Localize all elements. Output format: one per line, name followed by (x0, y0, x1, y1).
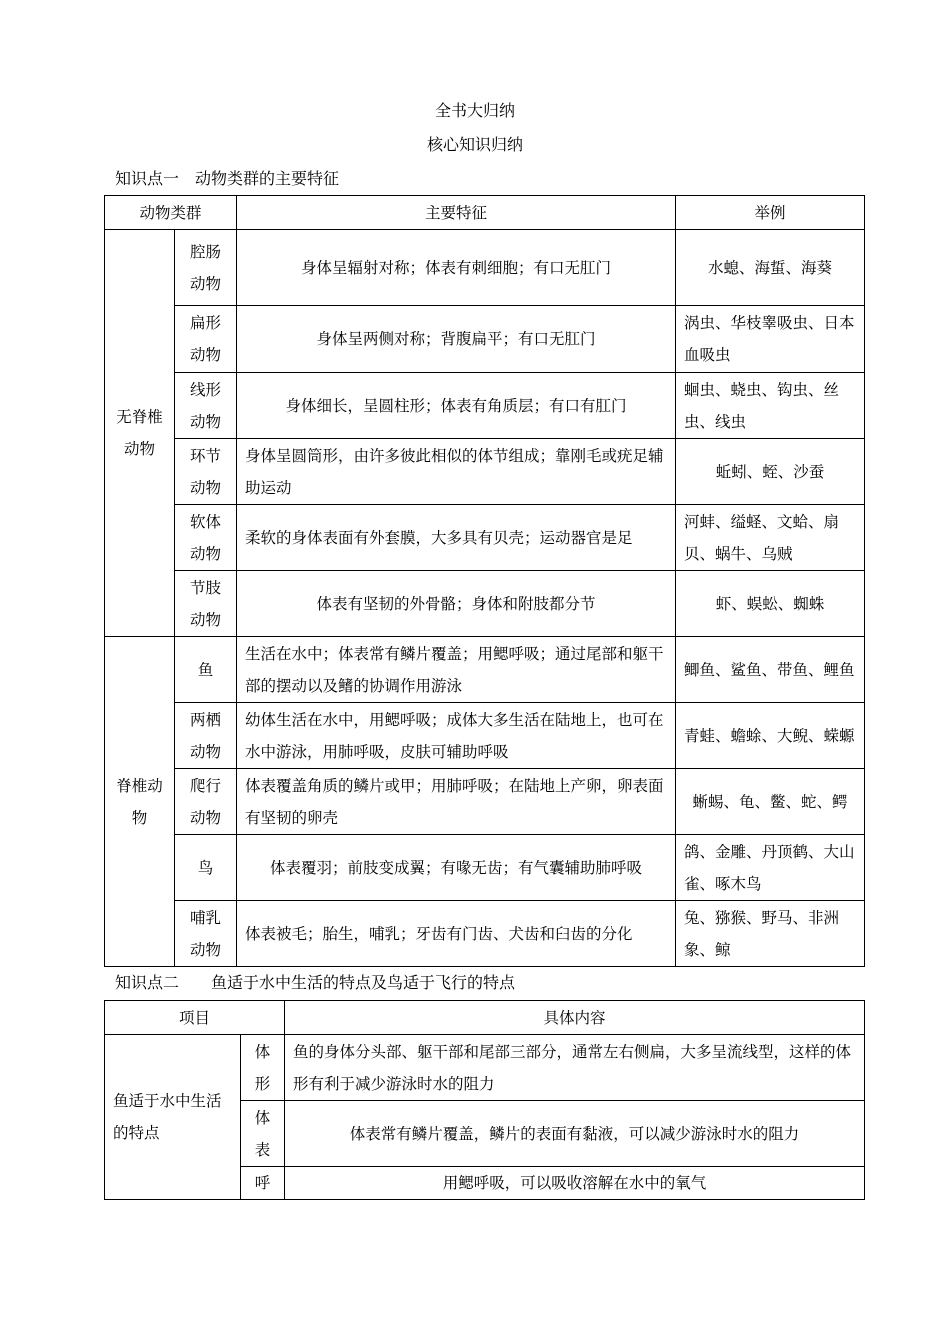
group-example: 蜥蜴、龟、鳖、蛇、鳄 (676, 769, 865, 835)
group-feature: 柔软的身体表面有外套膜，大多具有贝壳；运动器官是足 (237, 505, 676, 571)
group-feature: 体表被毛；胎生，哺乳；牙齿有门齿、犬齿和臼齿的分化 (237, 901, 676, 967)
page-title: 全书大归纳 (434, 101, 515, 120)
group-name: 节肢动物 (175, 571, 237, 637)
feature-content: 用鳃呼吸，可以吸收溶解在水中的氧气 (285, 1167, 865, 1200)
invertebrate-label: 无脊椎动物 (105, 230, 175, 637)
table-row (105, 571, 865, 637)
group-feature: 体表有坚韧的外骨骼；身体和附肢都分节 (237, 571, 676, 637)
group-name: 扁形动物 (175, 306, 237, 373)
table-row (105, 373, 865, 439)
header-content: 具体内容 (285, 1001, 865, 1035)
table-row (105, 835, 865, 901)
vertebrate-label: 脊椎动物 (105, 637, 175, 967)
group-example: 水螅、海蜇、海葵 (676, 230, 865, 306)
feature-name: 呼 (241, 1167, 285, 1200)
header-feature: 主要特征 (237, 196, 676, 230)
table-row (105, 703, 865, 769)
group-example: 虾、蜈蚣、蜘蛛 (676, 571, 865, 637)
group-example: 青蛙、蟾蜍、大鲵、蝾螈 (676, 703, 865, 769)
group-feature: 身体呈圆筒形，由许多彼此相似的体节组成；靠刚毛或疣足辅助运动 (237, 439, 676, 505)
table-row (105, 230, 865, 306)
group-feature: 身体呈两侧对称；背腹扁平；有口无肛门 (237, 306, 676, 373)
group-name: 线形动物 (175, 373, 237, 439)
feature-name: 体表 (241, 1101, 285, 1167)
table-header-row (105, 196, 865, 230)
section2-heading: 知识点二 鱼适于水中生活的特点及鸟适于飞行的特点 (115, 973, 516, 992)
group-example: 鸽、金雕、丹顶鹤、大山雀、啄木鸟 (676, 835, 865, 901)
group-example: 河蚌、缢蛏、文蛤、扇贝、蜗牛、乌贼 (676, 505, 865, 571)
group-example: 涡虫、华枝睾吸虫、日本血吸虫 (676, 306, 865, 373)
group-feature: 身体呈辐射对称；体表有刺细胞；有口无肛门 (237, 230, 676, 306)
group-example: 蛔虫、蛲虫、钩虫、丝虫、线虫 (676, 373, 865, 439)
group-example: 鲫鱼、鲨鱼、带鱼、鲤鱼 (676, 637, 865, 703)
table-row (105, 637, 865, 703)
table-row (105, 306, 865, 373)
fish-features-table (104, 1000, 865, 1200)
header-example: 举例 (676, 196, 865, 230)
page-subtitle: 核心知识归纳 (426, 135, 523, 154)
header-group: 动物类群 (105, 196, 237, 230)
feature-content: 鱼的身体分头部、躯干部和尾部三部分，通常左右侧扁，大多呈流线型，这样的体形有利于减少游泳时水的阻力 (285, 1035, 865, 1101)
animal-groups-table (104, 195, 865, 967)
table-row (105, 769, 865, 835)
fish-label: 鱼适于水中生活的特点 (105, 1035, 241, 1200)
section1-heading: 知识点一 动物类群的主要特征 (115, 169, 340, 188)
group-name: 哺乳动物 (175, 901, 237, 967)
table-row (105, 505, 865, 571)
feature-content: 体表常有鳞片覆盖，鳞片的表面有黏液，可以减少游泳时水的阻力 (285, 1101, 865, 1167)
group-example: 蚯蚓、蛭、沙蚕 (676, 439, 865, 505)
group-feature: 幼体生活在水中，用鳃呼吸；成体大多生活在陆地上，也可在水中游泳，用肺呼吸，皮肤可辅助呼吸 (237, 703, 676, 769)
group-name: 鸟 (175, 835, 237, 901)
group-name: 环节动物 (175, 439, 237, 505)
group-feature: 身体细长，呈圆柱形；体表有角质层；有口有肛门 (237, 373, 676, 439)
group-name: 两栖动物 (175, 703, 237, 769)
group-feature: 体表覆羽；前肢变成翼；有喙无齿；有气囊辅助肺呼吸 (237, 835, 676, 901)
table-row (105, 439, 865, 505)
group-name: 鱼 (175, 637, 237, 703)
table-header-row (105, 1001, 865, 1035)
group-name: 爬行动物 (175, 769, 237, 835)
group-feature: 生活在水中；体表常有鳞片覆盖；用鳃呼吸；通过尾部和躯干部的摆动以及鳍的协调作用游泳 (237, 637, 676, 703)
group-name: 软体动物 (175, 505, 237, 571)
group-name: 腔肠动物 (175, 230, 237, 306)
group-example: 兔、猕猴、野马、非洲象、鲸 (676, 901, 865, 967)
feature-name: 体形 (241, 1035, 285, 1101)
table-row (105, 1035, 865, 1101)
group-feature: 体表覆盖角质的鳞片或甲；用肺呼吸；在陆地上产卵，卵表面有坚韧的卵壳 (237, 769, 676, 835)
header-item: 项目 (105, 1001, 285, 1035)
table-row (105, 901, 865, 967)
